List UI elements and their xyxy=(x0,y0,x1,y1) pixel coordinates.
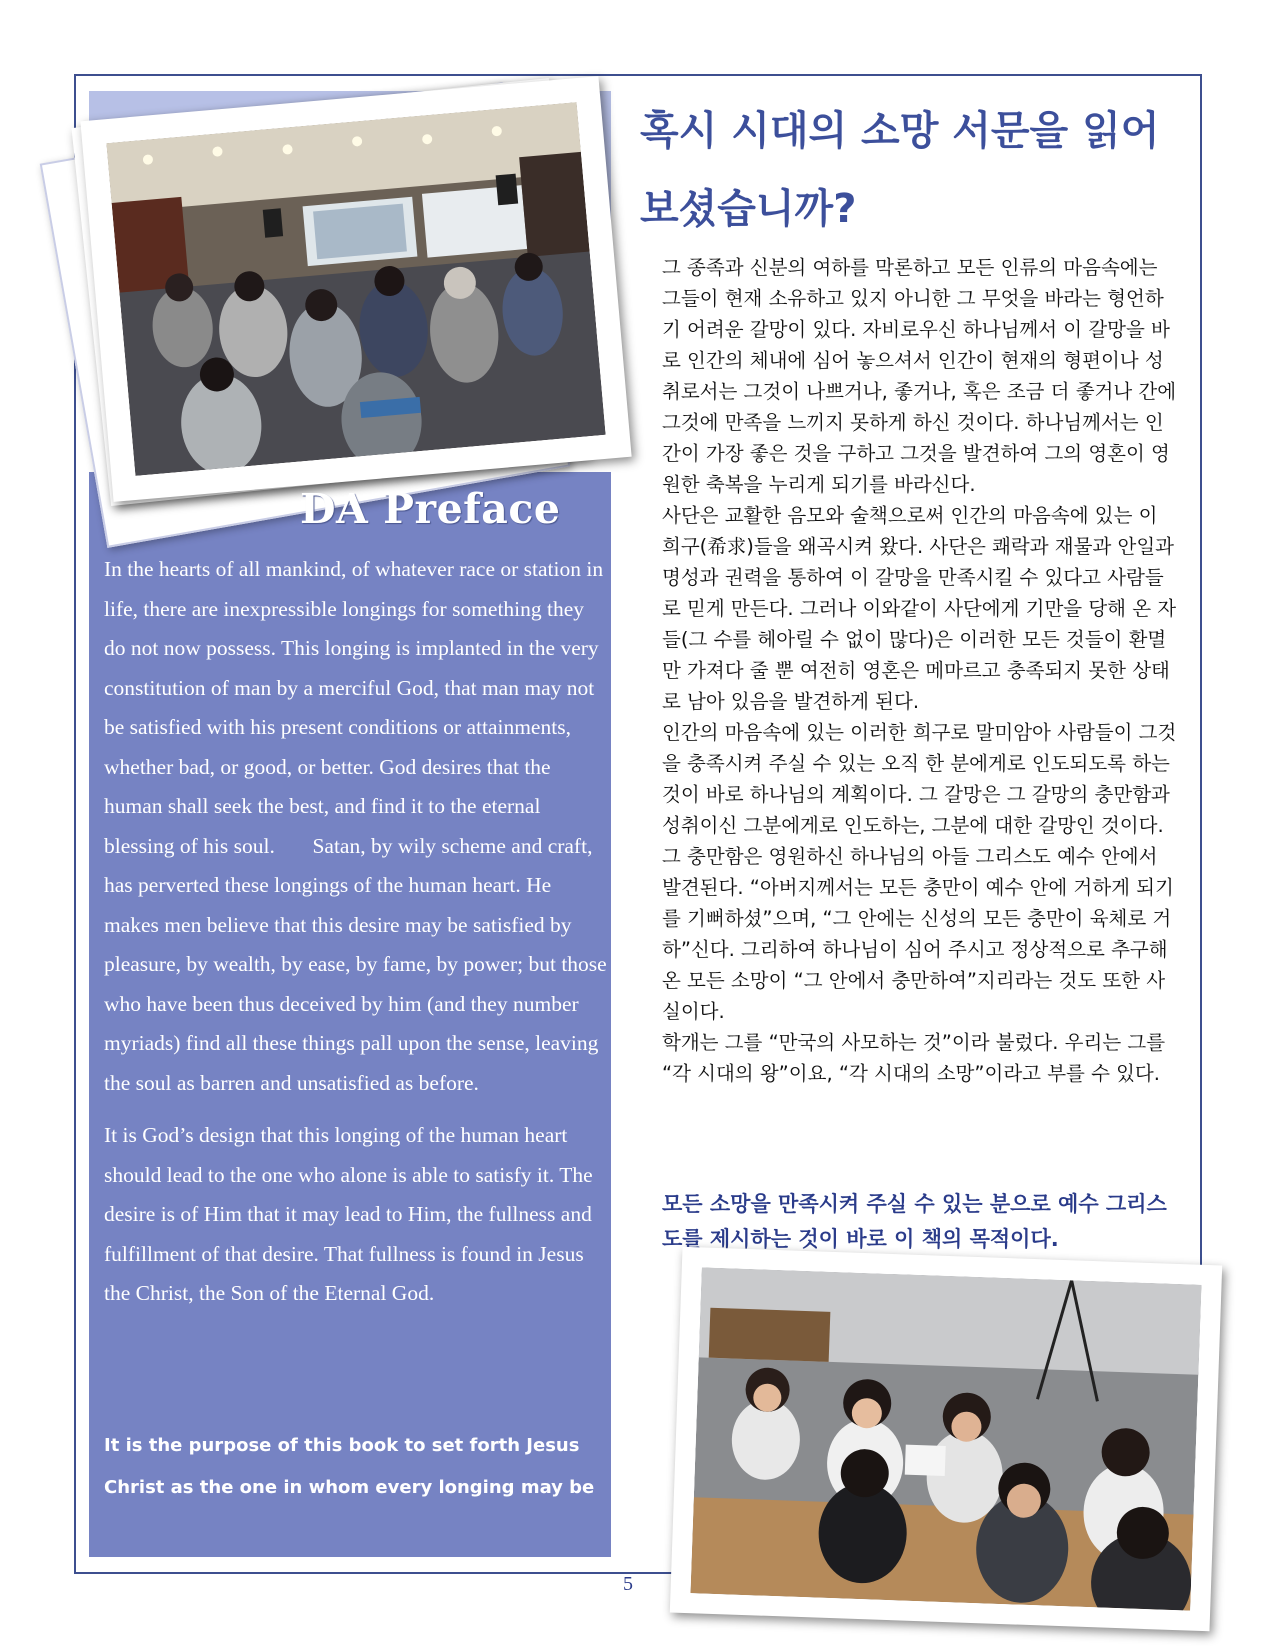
korean-heading: 혹시 시대의 소망 서문을 읽어 보셨습니까? xyxy=(640,108,1160,232)
worship-group-illustration xyxy=(106,102,605,476)
study-class-illustration xyxy=(690,1267,1201,1610)
korean-paragraph: 인간의 마음속에 있는 이러한 희구로 말미암아 사람들이 그것을 충족시켜 주실 수 있는 오직 한 분에게로 인도되도록 하는 것이 바로 하나님의 계획이다. 그 갈망은 그 갈망의 충만함과 성취이신 그분에게로 인도하는, 그분에 대한 갈망인 것이다. 그 충만함은 영원하신 하나님의 아들 그리스도 예수 안에서 발견된다. “아버지께서는 모든 충만이 예수 안에 거하게 되기를 기뻐하셨”으며, “그 안에는 신성의 모든 충만이 육체로 거하”신다. 그리하여 하나님이 심어 주시고 정상적으로 추구해 온 모든 소망이 “그 안에서 충만하여”지리라는 것도 또한 사실이다. xyxy=(662,721,1177,1023)
preface-paragraph: It is God’s design that this longing of the human heart should lead to the one who alone is able to satisfy it. The desire is of Him that it may lead to Him, the fullness and fulfillment of that desire. That fullness is found in Jesus the Christ, the Son of the Eternal God. xyxy=(104,1123,593,1305)
preface-paragraph: In the hearts of all mankind, of whatever race or station in life, there are inexpressible longings for something they do not now possess. This longing is implanted in the very constitution of man by a merciful God, that man may not be satisfied with his present conditions or attainments, whether bad, or good, or better. God desires that the human shall seek the best, and find it to the eternal blessing of his soul. Satan, by wily scheme and craft, has perverted these longings of the human heart. He makes men believe that this desire may be satisfied by pleasure, by wealth, by ease, by fame, by power; but those who have been thus deceived by him (and they number myriads) find all these things pall upon the sense, leaving the soul as barren and unsatisfied as before. xyxy=(104,557,607,1095)
study-class-photo xyxy=(670,1247,1222,1632)
page-number: 5 xyxy=(623,1573,633,1595)
korean-purpose-statement: 모든 소망을 만족시켜 주실 수 있는 분으로 예수 그리스도를 제시하는 것이 바로 이 책의 목적이다. xyxy=(662,1192,1167,1251)
preface-purpose-statement: It is the purpose of this book to set forth Jesus Christ as the one in whom every longing may be xyxy=(104,1435,595,1498)
worship-group-photo xyxy=(80,76,631,502)
korean-paragraph: 사단은 교활한 음모와 술책으로써 인간의 마음속에 있는 이 희구(希求)들을 왜곡시켜 왔다. 사단은 쾌락과 재물과 안일과 명성과 권력을 통하여 이 갈망을 만족시킬 수 있다고 사람들로 믿게 만든다. 그러나 이와같이 사단에게 기만을 당해 온 자들(그 수를 헤아릴 수 없이 많다)은 이러한 모든 것들이 환멸만 가져다 줄 뿐 여전히 영혼은 메마르고 충족되지 못한 상태로 남아 있음을 발견하게 된다. xyxy=(662,504,1177,713)
preface-body xyxy=(104,550,608,1327)
preface-title: DA Preface xyxy=(300,485,561,533)
korean-paragraph: 학개는 그를 “만국의 사모하는 것”이라 불렀다. 우리는 그를 “각 시대의 왕”이요, “각 시대의 소망”이라고 부를 수 있다. xyxy=(662,1031,1166,1085)
korean-paragraph: 그 종족과 신분의 여하를 막론하고 모든 인류의 마음속에는 그들이 현재 소유하고 있지 아니한 그 무엇을 바라는 형언하기 어려운 갈망이 있다. 자비로우신 하나님께서 이 갈망을 바로 인간의 체내에 심어 놓으셔서 인간이 현재의 형편이나 성취로서는 그것이 나쁘거나, 좋거나, 혹은 조금 더 좋거나 간에 그것에 만족을 느끼지 못하게 하신 것이다. 하나님께서는 인간이 가장 좋은 것을 구하고 그것을 발견하여 그의 영혼이 영원한 축복을 누리게 되기를 바라신다. xyxy=(662,256,1177,496)
korean-body xyxy=(662,252,1182,1089)
